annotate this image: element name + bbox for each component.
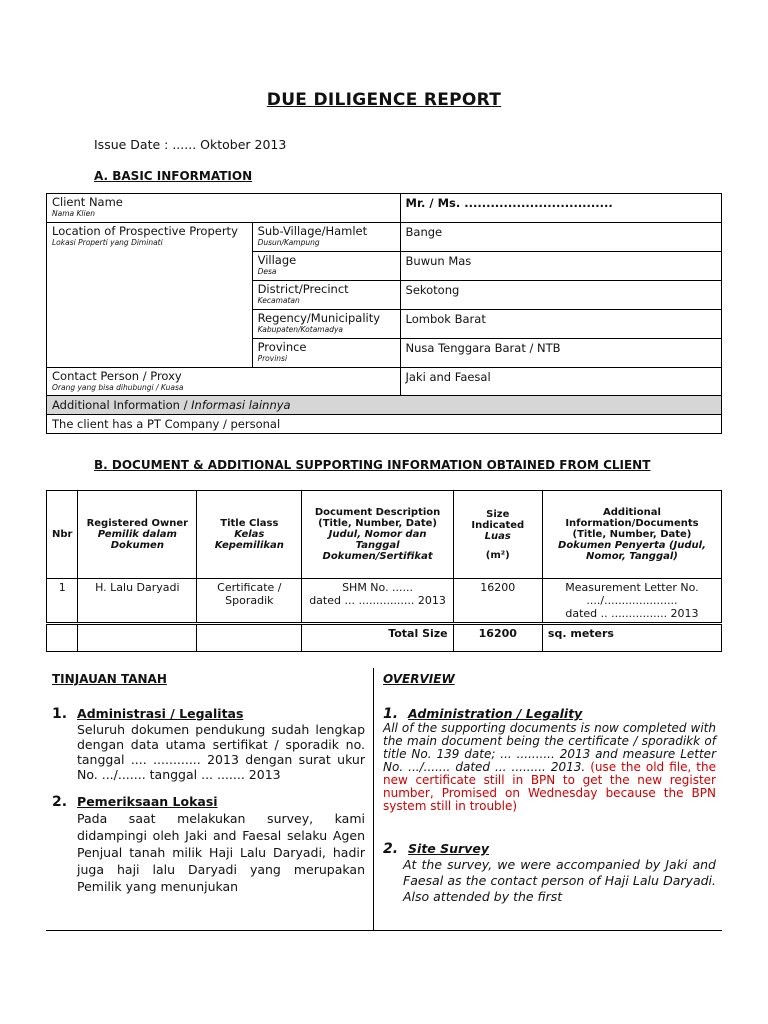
header-size: Size Indicated Luas (m²) (453, 491, 542, 579)
sub-village-value: Bange (400, 223, 721, 252)
issue-date: Issue Date : ...... Oktober 2013 (94, 137, 287, 152)
column-divider (373, 668, 374, 930)
district-label: District/Precinct Kecamatan (252, 281, 400, 310)
total-unit: sq. meters (542, 624, 721, 652)
total-label: Total Size (302, 624, 453, 652)
client-name-value: Mr. / Ms. .................................. (400, 194, 721, 223)
province-value: Nusa Tenggara Barat / NTB (400, 339, 721, 368)
client-name-label: Client Name Nama Klien (47, 194, 401, 223)
village-label: Village Desa (252, 252, 400, 281)
row-document: SHM No. ...... dated ... ................ 2013 (302, 579, 453, 624)
row-nbr: 1 (47, 579, 78, 624)
right-heading: OVERVIEW (383, 672, 455, 686)
left-item1-title: Administrasi / Legalitas (77, 706, 244, 721)
header-nbr: Nbr (47, 491, 78, 579)
header-additional: Additional Information/Documents (Title, Number, Date) Dokumen Penyerta (Judul, Nomor, Tanggal) (542, 491, 721, 579)
additional-info-value: The client has a PT Company / personal (47, 415, 722, 434)
left-heading: TINJAUAN TANAH (52, 672, 167, 686)
row-size: 16200 (453, 579, 542, 624)
report-title: DUE DILIGENCE REPORT (266, 90, 502, 110)
section-b-heading: B. DOCUMENT & ADDITIONAL SUPPORTING INFORMATION OBTAINED FROM CLIENT (94, 458, 651, 472)
contact-label: Contact Person / Proxy Orang yang bisa dihubungi / Kuasa (47, 368, 401, 396)
left-item2-text: Pada saat melakukan survey, kami didampingi oleh Jaki and Faesal selaku Agen Penjual tanah milik Haji Lalu Daryadi, hadir juga haji lalu Daryadi yang merupakan Pemilik yang menunjukan (77, 811, 365, 894)
table-row (47, 579, 722, 624)
header-title-class: Title Class Kelas Kepemilikan (197, 491, 302, 579)
location-label: Location of Prospective Property Lokasi Properti yang Diminati (47, 223, 253, 368)
sub-village-label: Sub-Village/Hamlet Dusun/Kampung (252, 223, 400, 252)
right-item1-title: Administration / Legality (408, 706, 583, 721)
left-item1-text: Seluruh dokumen pendukung sudah lengkap dengan data utama sertifikat / sporadik no. tanggal .... ............ 2013 dengan surat ukur No. .../....... tanggal ... ....... 2013 (77, 722, 365, 782)
total-value: 16200 (453, 624, 542, 652)
right-item2-number: 2. (383, 841, 399, 857)
row-title-class: Certificate / Sporadik (197, 579, 302, 624)
district-value: Sekotong (400, 281, 721, 310)
right-item2-text: At the survey, we were accompanied by Jaki and Faesal as the contact person of Haji Lalu Daryadi. Also attended by the first (403, 857, 716, 904)
row-owner: H. Lalu Daryadi (78, 579, 197, 624)
right-item1-number: 1. (383, 706, 399, 722)
documents-table (46, 490, 722, 652)
regency-label: Regency/Municipality Kabupaten/Kotamadya (252, 310, 400, 339)
right-item1-text: All of the supporting documents is now completed with the main document being the certificate / sporadikk of title No. 139 date; ... .......... 2013 and measure Letter No. .../....... dated ... ......... 2013. (use the old file, the new certificate still in BPN to get the new register number, Promised on Wednesday because the BPN system still in trouble) (383, 721, 716, 813)
left-item2-number: 2. (52, 794, 68, 810)
village-value: Buwun Mas (400, 252, 721, 281)
contact-value: Jaki and Faesal (400, 368, 721, 396)
header-document: Document Description (Title, Number, Date) Judul, Nomor dan Tanggal Dokumen/Sertifikat (302, 491, 453, 579)
right-item1-note: (use the old file, the new certificate still in BPN to get the new register number, Promised on Wednesday because the BPN system still in trouble) (383, 760, 716, 813)
additional-info-label: Additional Information / Informasi lainnya (47, 396, 722, 415)
header-owner: Registered Owner Pemilik dalam Dokumen (78, 491, 197, 579)
right-item2-title: Site Survey (408, 841, 489, 856)
left-column (52, 672, 365, 895)
client-name-row (47, 194, 722, 223)
right-column (383, 672, 716, 905)
bottom-rule (46, 930, 722, 931)
row-additional: Measurement Letter No. ..../..................... dated .. ................ 2013 (542, 579, 721, 624)
regency-value: Lombok Barat (400, 310, 721, 339)
basic-info-table (46, 193, 722, 434)
total-row (47, 624, 722, 652)
province-label: Province Provinsi (252, 339, 400, 368)
section-a-heading: A. BASIC INFORMATION (94, 169, 253, 183)
left-item2-title: Pemeriksaan Lokasi (77, 794, 218, 809)
left-item1-number: 1. (52, 706, 68, 722)
